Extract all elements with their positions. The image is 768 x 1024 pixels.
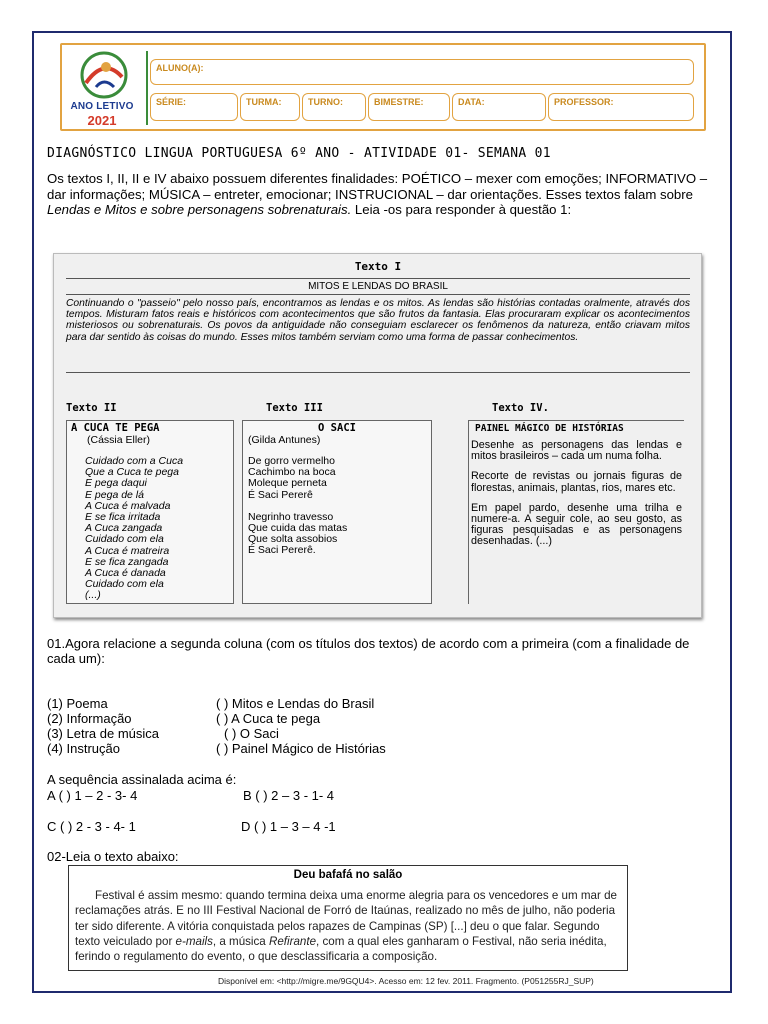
q1-right-1[interactable]: ( ) Mitos e Lendas do Brasil [216, 696, 375, 711]
data-field[interactable]: DATA: [452, 93, 546, 121]
texts-panel [53, 253, 702, 618]
professor-field[interactable]: PROFESSOR: [548, 93, 694, 121]
logo-year: 2021 [87, 113, 117, 128]
texto3-stanza1 [248, 456, 426, 501]
aluno-field[interactable]: ALUNO(A): [150, 59, 694, 85]
question2-body [75, 888, 621, 964]
poem-line: Cuidado com ela [85, 578, 164, 591]
serie-field[interactable]: SÉRIE: [150, 93, 238, 121]
poem-line: E se fica zangada [85, 555, 169, 568]
poem-line: Cachimbo na boca [248, 466, 336, 479]
poem-line: De gorro vermelho [248, 455, 335, 467]
texto2-title: A CUCA TE PEGA [71, 422, 160, 434]
texto4-title: PAINEL MÁGICO DE HISTÓRIAS [475, 423, 624, 434]
poem-line: Que a Cuca te pega [85, 466, 179, 479]
poem-line: E pega de lá [85, 488, 144, 501]
page-title: DIAGNÓSTICO LINGUA PORTUGUESA 6º ANO - ATIVIDADE 01- SEMANA 01 [47, 146, 551, 161]
poem-line: E se fica irritada [85, 511, 161, 524]
poem-line: Moleque perneta [248, 477, 327, 490]
q1-option-c[interactable]: C ( ) 2 - 3 - 4- 1 [47, 819, 136, 834]
texto3-title: O SACI [318, 422, 356, 434]
q1-left-1: (1) Poema [47, 696, 108, 711]
texto2-poem [71, 456, 229, 602]
question2-source: Disponível em: <http://migre.me/9GQU4>. Acesso em: 12 fev. 2011. Fragmento. (P051255RJ_SUP) [218, 976, 594, 986]
q1-sequence-label: A sequência assinalada acima é: [47, 772, 237, 787]
intro-p2b: Lendas e Mitos e sobre personagens sobrenaturais. [47, 202, 352, 217]
poem-line: É Saci Pererê [248, 488, 313, 501]
texto2-author: (Cássia Eller) [87, 434, 151, 446]
turma-field[interactable]: TURMA: [240, 93, 300, 121]
logo-divider [146, 51, 148, 125]
texto4-p2: Recorte de revistas ou jornais figuras de florestas, animais, plantas, rios, mares etc. [471, 470, 682, 494]
texto1-body: Continuando o "passeio" pelo nosso país, encontramos as lendas e os mitos. As lendas são histórias contadas oralmente, através dos tempos. Misturam fatos reais e históricos com acontecimentos que são frutos da fantasia. Elas procuraram explicar os acontecimentos misteriosos ou sobrenaturais. Os povos da antiguidade não conseguiam esclarecer os fenômenos da natureza, então criavam mitos para dar sentido às coisas do mundo. Esses mitos também serviam como uma forma de passar conhecimentos. [66, 298, 690, 343]
texto1-subtitle: MITOS E LENDAS DO BRASIL [66, 278, 690, 295]
logo-year-label: ANO LETIVO [70, 101, 134, 112]
poem-line: Negrinho travesso [248, 510, 334, 523]
texto2-box [66, 420, 234, 604]
poem-line: Cuidado com a Cuca [85, 455, 184, 467]
poem-line: É Saci Pererê. [248, 544, 316, 557]
texto1-rule [66, 372, 690, 373]
q1-option-a[interactable]: A ( ) 1 – 2 - 3- 4 [47, 788, 138, 803]
q1-left-2: (2) Informação [47, 711, 132, 726]
texto3-box [242, 420, 432, 604]
q1-left-4: (4) Instrução [47, 741, 120, 756]
poem-line: Que solta assobios [248, 533, 338, 546]
poem-line: Cuidado com ela [85, 533, 164, 546]
poem-line: A Cuca é malvada [85, 499, 171, 512]
texto3-heading: Texto III [266, 402, 323, 414]
q2-body3: , com a qual eles ganharam o Festival, não seria inédita, ferindo o regulamento do evento, o que desclassificaria a composição. [75, 934, 607, 964]
texto3-author: (Gilda Antunes) [248, 434, 321, 446]
q2-body2: , a música [212, 934, 269, 948]
intro-p2a: Esses textos falam sobre [545, 186, 693, 202]
q2-body1: Festival é assim mesmo: quando termina deixa uma enorme alegria para os vencedores e um mar de reclamações atrás. E no III Festival Nacional de Forró de Itaúnas, realizado no mês de julho, não poderia ter sido diferente. A vitória conquistada pelos rapazes de Campinas (SP) [...] deu o que falar. Segundo texto veiculado por [75, 889, 617, 948]
q1-option-b[interactable]: B ( ) 2 – 3 - 1- 4 [243, 788, 335, 803]
poem-line: E pega daqui [85, 477, 147, 490]
texto4-p3: Em papel pardo, desenhe uma trilha e numere-a. A seguir cole, ao seu gosto, as figuras pesquisadas e as personagens desenhadas. (...) [471, 501, 682, 548]
q1-right-2[interactable]: ( ) A Cuca te pega [216, 711, 321, 726]
q1-left-3: (3) Letra de música [47, 726, 159, 741]
intro-p1: Os textos I, II, II e IV abaixo possuem diferentes finalidades: POÉTICO – mexer com emoções; INFORMATIVO – dar informações; MÚSICA – entreter, emocionar; INSTRUCIONAL – dar orientações. [47, 171, 708, 202]
intro-text [47, 171, 717, 218]
texto3-stanza2 [248, 512, 426, 557]
turno-field[interactable]: TURNO: [302, 93, 366, 121]
question2-title: Deu bafafá no salão [293, 869, 403, 881]
poem-line: A Cuca é danada [85, 567, 166, 580]
poem-line: (...) [85, 589, 101, 602]
question1-statement: 01.Agora relacione a segunda coluna (com os títulos dos textos) de acordo com a primeira (com a finalidade de cada um): [47, 636, 690, 667]
q2-em2: Refirante [268, 934, 317, 948]
q2-em1: e-mails [175, 934, 213, 948]
question2-statement: 02-Leia o texto abaixo: [47, 849, 179, 864]
q1-option-d[interactable]: D ( ) 1 – 3 – 4 -1 [241, 819, 336, 834]
texto4-p1: Desenhe as personagens das lendas e mitos brasileiros – cada um numa folha. [471, 439, 682, 463]
texto1-heading: Texto I [354, 260, 402, 273]
bimestre-field[interactable]: BIMESTRE: [368, 93, 450, 121]
poem-line: A Cuca zangada [85, 522, 163, 535]
texto4-heading: Texto IV. [492, 402, 549, 414]
q1-right-4[interactable]: ( ) Painel Mágico de Histórias [216, 741, 386, 756]
school-header [60, 43, 706, 131]
intro-p2c: Leia -os para responder à questão 1: [351, 202, 572, 217]
q1-right-3[interactable]: ( ) O Saci [224, 726, 279, 741]
question2-textbox [68, 865, 628, 971]
texto2-heading: Texto II [66, 402, 117, 414]
poem-line: Que cuida das matas [248, 522, 348, 535]
poem-line: A Cuca é matreira [85, 544, 170, 557]
texto4-box [468, 420, 684, 604]
